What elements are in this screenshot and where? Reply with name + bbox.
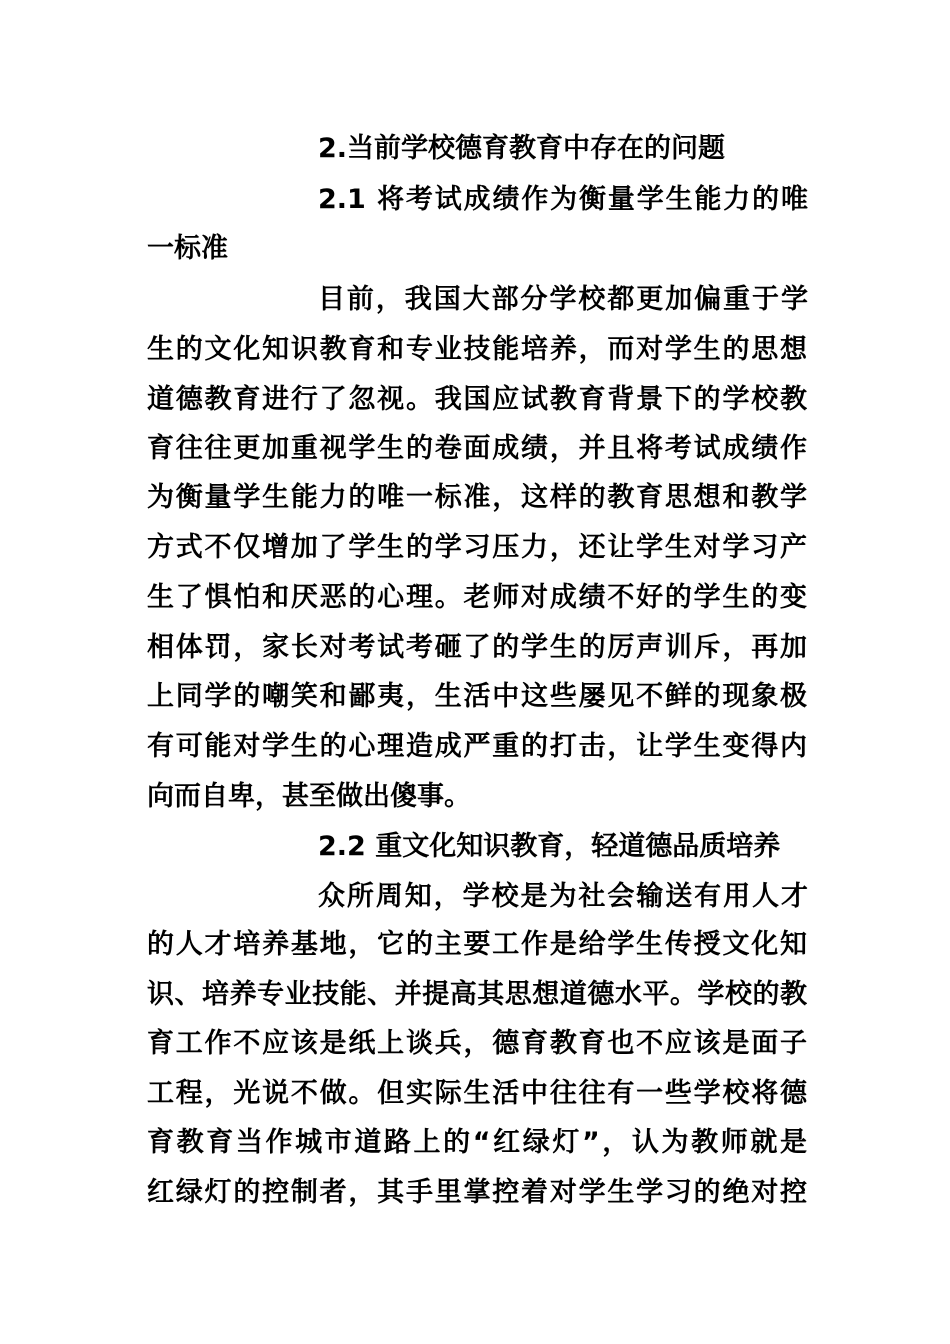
paragraph-1-line-4: 育往往更加重视学生的卷面成绩，并且将考试成绩作	[147, 433, 807, 464]
subsection-heading-2-2: 2.2 重文化知识教育，轻道德品质培养	[318, 831, 781, 862]
paragraph-2-line-4: 育工作不应该是纸上谈兵，德育教育也不应该是面子	[147, 1028, 807, 1059]
paragraph-1-line-10: 有可能对学生的心理造成严重的打击，让学生变得内	[147, 731, 807, 762]
paragraph-2-line-7: 红绿灯的控制者，其手里掌控着对学生学习的绝对控	[147, 1177, 807, 1208]
subsection-heading-2-1-line-2: 一标准	[147, 233, 228, 264]
paragraph-2-line-1: 众所周知，学校是为社会输送有用人才	[318, 881, 808, 912]
paragraph-1-line-2: 生的文化知识教育和专业技能培养，而对学生的思想	[147, 334, 807, 365]
paragraph-1-line-6: 方式不仅增加了学生的学习压力，还让学生对学习产	[147, 532, 807, 563]
paragraph-1-line-11: 向而自卑，甚至做出傻事。	[147, 781, 471, 812]
paragraph-1-line-7: 生了惧怕和厌恶的心理。老师对成绩不好的学生的变	[147, 582, 807, 613]
paragraph-2-line-6: 育教育当作城市道路上的“红绿灯”，认为教师就是	[147, 1127, 807, 1158]
paragraph-2-line-5: 工程，光说不做。但实际生活中往往有一些学校将德	[147, 1078, 807, 1109]
paragraph-1-line-8: 相体罚，家长对考试考砸了的学生的厉声训斥，再加	[147, 632, 807, 663]
paragraph-2-line-3: 识、培养专业技能、并提高其思想道德水平。学校的教	[147, 979, 807, 1010]
paragraph-1-line-1: 目前，我国大部分学校都更加偏重于学	[318, 284, 808, 315]
paragraph-1-line-9: 上同学的嘲笑和鄙夷，生活中这些屡见不鲜的现象极	[147, 681, 807, 712]
section-heading-2: 2.当前学校德育教育中存在的问题	[318, 133, 726, 164]
subsection-heading-2-1-line-1: 2.1 将考试成绩作为衡量学生能力的唯	[318, 184, 808, 215]
paragraph-1-line-3: 道德教育进行了忽视。我国应试教育背景下的学校教	[147, 384, 807, 415]
paragraph-2-line-2: 的人才培养基地，它的主要工作是给学生传授文化知	[147, 929, 807, 960]
paragraph-1-line-5: 为衡量学生能力的唯一标准，这样的教育思想和教学	[147, 482, 807, 513]
